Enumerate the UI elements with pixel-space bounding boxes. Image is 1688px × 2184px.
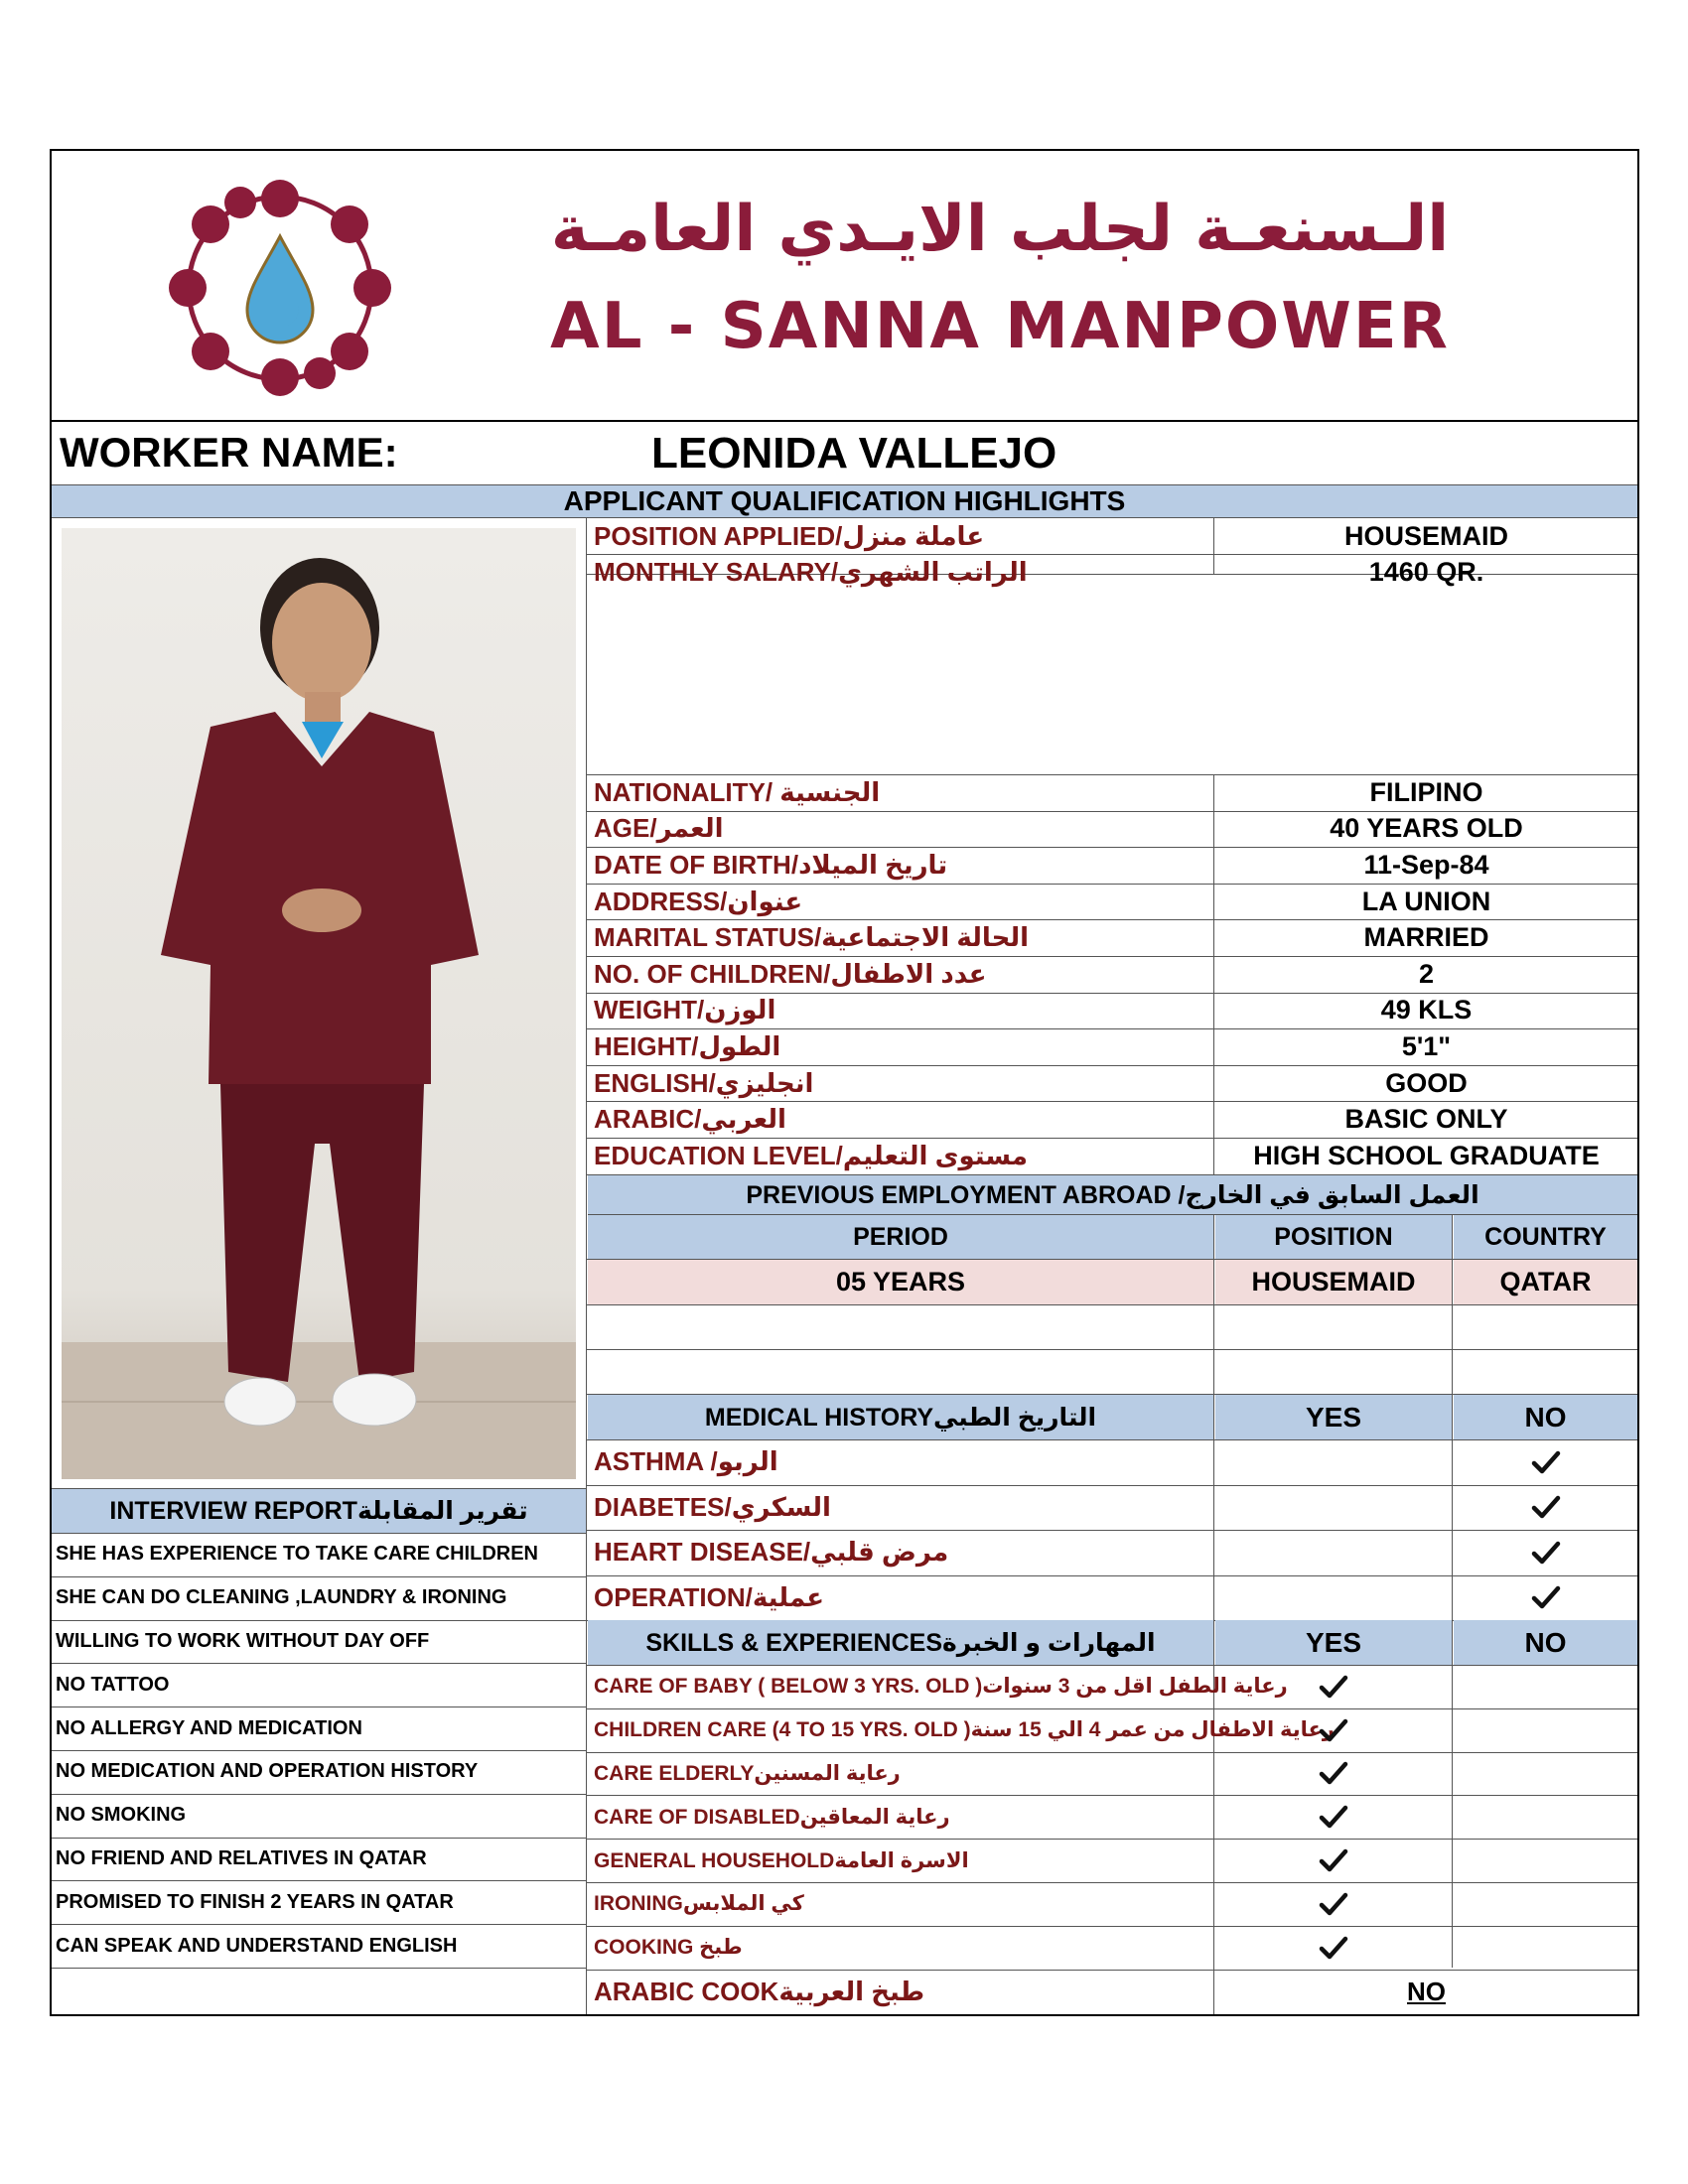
cv-form-frame xyxy=(50,149,1639,2016)
field-label: ARABIC/العربي xyxy=(594,1104,786,1135)
monthly-salary-value: 1460 QR. xyxy=(1368,556,1484,587)
checkmark-icon xyxy=(1531,1450,1561,1474)
skills-title: SKILLS & EXPERIENCESالمهارات و الخبرة xyxy=(588,1620,1213,1665)
medical-no-header: NO xyxy=(1454,1395,1637,1439)
skill-answer-check xyxy=(1215,1839,1452,1882)
field-label: HEIGHT/الطول xyxy=(594,1030,781,1061)
interview-title: INTERVIEW REPORTتقرير المقابلة xyxy=(52,1489,586,1533)
field-label: NATIONALITY/ الجنسية xyxy=(594,776,881,807)
field-label: NO. OF CHILDREN/عدد الاطفال xyxy=(594,958,987,989)
medical-yes-header: YES xyxy=(1215,1395,1452,1439)
checkmark-icon xyxy=(1531,1495,1561,1519)
employment-country-header: COUNTRY xyxy=(1454,1215,1637,1259)
medical-answer-check xyxy=(1454,1530,1637,1575)
field-value: 2 xyxy=(1418,958,1435,989)
checkmark-icon xyxy=(1319,1892,1348,1916)
field-value: GOOD xyxy=(1385,1067,1468,1098)
checkmark-icon xyxy=(1531,1541,1561,1565)
field-label: WEIGHT/الوزن xyxy=(594,995,776,1025)
employment-position-header: POSITION xyxy=(1215,1215,1452,1259)
interview-note: SHE CAN DO CLEANING ,LAUNDRY & IRONING xyxy=(56,1586,507,1609)
interview-note: NO SMOKING xyxy=(56,1804,187,1827)
medical-answer-check xyxy=(1454,1485,1637,1531)
skill-item-label: IRONINGكي الملابس xyxy=(594,1892,804,1916)
field-value: 5'1" xyxy=(1401,1030,1452,1061)
skill-item-label: CARE OF DISABLEDرعاية المعاقين xyxy=(594,1805,950,1829)
medical-title: MEDICAL HISTORYالتاريخ الطبي xyxy=(588,1395,1213,1439)
checkmark-icon xyxy=(1319,1761,1348,1785)
skills-no-header: NO xyxy=(1454,1620,1637,1665)
skill-answer-check xyxy=(1215,1882,1452,1926)
medical-item-label: ASTHMA /الربو xyxy=(594,1446,778,1477)
checkmark-icon xyxy=(1319,1675,1348,1699)
medical-item-label: DIABETES/السكري xyxy=(594,1491,831,1522)
medical-answer-check xyxy=(1454,1575,1637,1621)
employment-country-value: QATAR xyxy=(1454,1260,1637,1304)
field-label: AGE/العمر xyxy=(594,813,724,844)
field-value: 49 KLS xyxy=(1380,995,1473,1025)
interview-note: PROMISED TO FINISH 2 YEARS IN QATAR xyxy=(56,1890,454,1913)
applicant-photo xyxy=(62,528,576,1479)
applicant-figure-icon xyxy=(62,528,576,1479)
skills-yes-header: YES xyxy=(1215,1620,1452,1665)
skill-answer-check xyxy=(1215,1795,1452,1839)
checkmark-icon xyxy=(1319,1718,1348,1742)
highlights-title: APPLICANT QUALIFICATION HIGHLIGHTS xyxy=(52,484,1637,518)
checkmark-icon xyxy=(1319,1848,1348,1872)
field-value: HIGH SCHOOL GRADUATE xyxy=(1253,1140,1600,1170)
field-label: DATE OF BIRTH/تاريخ الميلاد xyxy=(594,849,948,880)
employment-period-header: PERIOD xyxy=(588,1215,1213,1259)
monthly-salary-label: MONTHLY SALARY/الراتب الشهري xyxy=(594,556,1028,587)
skill-answer-check xyxy=(1215,1708,1452,1752)
skill-item-label: GENERAL HOUSEHOLDالاسرة العامة xyxy=(594,1848,969,1872)
medical-answer-check xyxy=(1454,1439,1637,1485)
logo-arabic-name: الـسنعـة لجلب الايـدي العامـة xyxy=(550,193,1450,266)
field-value: 40 YEARS OLD xyxy=(1330,813,1523,844)
checkmark-icon xyxy=(1319,1936,1348,1960)
checkmark-icon xyxy=(1531,1585,1561,1609)
employment-position-value: HOUSEMAID xyxy=(1215,1260,1452,1304)
field-label: ADDRESS/عنوان xyxy=(594,886,803,916)
skill-item-label: COOKING طبخ xyxy=(594,1936,743,1960)
worker-name-value: LEONIDA VALLEJO xyxy=(651,429,1057,478)
interview-note: CAN SPEAK AND UNDERSTAND ENGLISH xyxy=(56,1934,458,1957)
logo-area xyxy=(52,151,1637,420)
skill-item-label: CARE OF BABY ( BELOW 3 YRS. OLD )رعاية الطفل اقل من 3 سنوات xyxy=(594,1675,1288,1699)
company-logo-icon xyxy=(136,179,424,397)
medical-item-label: OPERATION/عملية xyxy=(594,1581,825,1612)
interview-note: WILLING TO WORK WITHOUT DAY OFF xyxy=(56,1629,430,1652)
skill-answer-check xyxy=(1215,1752,1452,1796)
interview-note: NO ALLERGY AND MEDICATION xyxy=(56,1716,362,1739)
interview-note: NO FRIEND AND RELATIVES IN QATAR xyxy=(56,1846,427,1869)
arabic-cook-value: NO xyxy=(1407,1976,1446,2006)
position-applied-label: POSITION APPLIED/عاملة منزل xyxy=(594,520,985,551)
field-value: LA UNION xyxy=(1361,886,1491,916)
employment-period-value: 05 YEARS xyxy=(588,1260,1213,1304)
checkmark-icon xyxy=(1319,1805,1348,1829)
field-value: MARRIED xyxy=(1363,922,1489,953)
medical-item-label: HEART DISEASE/مرض قلبي xyxy=(594,1537,949,1568)
worker-name-label: WORKER NAME: xyxy=(60,429,398,476)
skill-answer-check xyxy=(1215,1665,1452,1708)
field-label: EDUCATION LEVEL/مستوى التعليم xyxy=(594,1140,1028,1170)
skill-item-label: CARE ELDERLYرعاية المسنين xyxy=(594,1761,901,1785)
skill-answer-check xyxy=(1215,1926,1452,1970)
employment-title: PREVIOUS EMPLOYMENT ABROAD /العمل السابق في الخارج xyxy=(588,1174,1637,1215)
interview-note: NO MEDICATION AND OPERATION HISTORY xyxy=(56,1760,479,1783)
field-label: ENGLISH/انجليزي xyxy=(594,1067,814,1098)
interview-note: SHE HAS EXPERIENCE TO TAKE CARE CHILDREN xyxy=(56,1543,538,1566)
logo-english-name: AL - SANNA MANPOWER xyxy=(550,290,1450,363)
position-applied-value: HOUSEMAID xyxy=(1343,520,1508,551)
skill-item-label: CHILDREN CARE (4 TO 15 YRS. OLD )رعاية الاطفال من عمر 4 الي 15 سنة xyxy=(594,1718,1335,1742)
field-value: FILIPINO xyxy=(1369,776,1483,807)
field-label: MARITAL STATUS/الحالة الاجتماعية xyxy=(594,922,1030,953)
interview-note: NO TATTOO xyxy=(56,1673,170,1696)
field-value: 11-Sep-84 xyxy=(1363,849,1489,880)
arabic-cook-label: ARABIC COOKطبخ العربية xyxy=(594,1976,925,2006)
field-value: BASIC ONLY xyxy=(1344,1104,1508,1135)
